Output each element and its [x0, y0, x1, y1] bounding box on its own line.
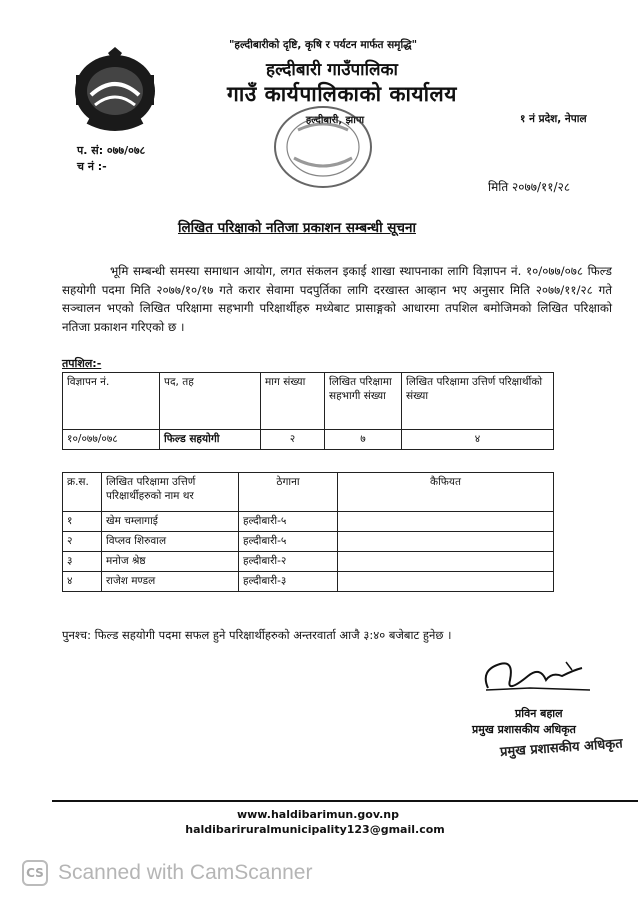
col-header: लिखित परिक्षामा सहभागी संख्या [325, 373, 402, 430]
cell [338, 532, 554, 552]
scanner-watermark [22, 860, 312, 886]
office-seal-icon [268, 100, 378, 195]
cell: फिल्ड सहयोगी [160, 430, 261, 450]
cell [338, 512, 554, 532]
table-header-row [63, 473, 554, 512]
cell: मनोज श्रेष्ठ [102, 552, 239, 572]
col-header: माग संख्या [261, 373, 325, 430]
table-row [63, 572, 554, 592]
table-row [63, 532, 554, 552]
col-header: लिखित परिक्षामा उत्तिर्ण परिक्षार्थीको संख्या [402, 373, 554, 430]
cell: २ [261, 430, 325, 450]
cell: खेम चम्लागाई [102, 512, 239, 532]
notice-subject: लिखित परिक्षाको नतिजा प्रकाशन सम्बन्धी सूचना [178, 220, 416, 236]
footer-divider [52, 800, 638, 802]
cell: २ [63, 532, 102, 552]
cell: ३ [63, 552, 102, 572]
cell: हल्दीबारी-५ [239, 512, 338, 532]
cell: विप्लव शिरुवाल [102, 532, 239, 552]
cell: राजेश मण्डल [102, 572, 239, 592]
office-address: हल्दीबारी, झापा [305, 115, 365, 126]
vacancy-table [62, 372, 554, 450]
col-header: कैफियत [338, 473, 554, 512]
camscanner-logo-icon: CS [22, 860, 48, 886]
cell: १ [63, 512, 102, 532]
government-emblem-icon [68, 45, 162, 133]
table-row [63, 512, 554, 532]
footer-email: haldibariruralmunicipality123@gmail.com [185, 823, 445, 836]
col-header: विज्ञापन नं. [63, 373, 160, 430]
signer-designation: प्रमुख प्रशासकीय अधिकृत [472, 723, 576, 736]
postscript: पुनश्च: फिल्ड सहयोगी पदमा सफल हुने परिक्षार्थीहरुको अन्तरवार्ता आजै ३:४० बजेबाट हुनेछ । [62, 628, 452, 642]
office-name: हल्दीबारी गाउँपालिका [266, 60, 398, 80]
cell: हल्दीबारी-५ [239, 532, 338, 552]
signature-icon [470, 650, 600, 698]
footer-website: www.haldibarimun.gov.np [236, 808, 399, 821]
col-header: पद, तह [160, 373, 261, 430]
cell: ७ [325, 430, 402, 450]
slogan: "हल्दीबारीको दृष्टि, कृषि र पर्यटन मार्फत समृद्धि" [228, 39, 418, 51]
table-header-row [63, 373, 554, 430]
col-header: ठेगाना [239, 473, 338, 512]
cell: हल्दीबारी-३ [239, 572, 338, 592]
office-title: गाउँ कार्यपालिकाको कार्यालय [227, 82, 457, 106]
watermark-text: Scanned with CamScanner [58, 861, 313, 884]
dispatch-number: च नं :- [77, 160, 107, 173]
letter-date: मिति २०७७/११/२८ [488, 180, 571, 194]
cell [338, 552, 554, 572]
letter-number: प. सं: ०७७/०७८ [77, 144, 146, 157]
cell: हल्दीबारी-२ [239, 552, 338, 572]
col-header: लिखित परिक्षामा उत्तिर्ण परिक्षार्थीहरुको नाम थर [102, 473, 239, 512]
designation-stamp: प्रमुख प्रशासकीय अधिकृत [499, 736, 624, 760]
signer-name: प्रविन बहाल [515, 707, 563, 720]
cell: ४ [402, 430, 554, 450]
reference-block [77, 143, 145, 175]
province: १ नं प्रदेश, नेपाल [520, 113, 587, 125]
cell [338, 572, 554, 592]
cell: १०/०७७/०७८ [63, 430, 160, 450]
result-table [62, 472, 554, 592]
cell: ४ [63, 572, 102, 592]
table-row [63, 430, 554, 450]
table-row [63, 552, 554, 572]
col-header: क्र.स. [63, 473, 102, 512]
notice-body: भूमि सम्बन्धी समस्या समाधान आयोग, लगत संकलन इकाई शाखा स्थापनाका लागि विज्ञापन नं. १०/०७७/०७८ फिल्ड सहयोगी पदमा मिति २०७७/१०/१७ गते करार सेवामा पदपुर्तिका लागि दरखास्त आव्हान भए अनुसार मिति २०७७/११/२८ गते सञ्चालन भएको लिखित परिक्षामा सहभागी परिक्षार्थीहरु मध्येबाट प्रासाङ्गको आधारमा तपशिल बमोजिमको लिखित परिक्षाको नतिजा प्रकाशन गरिएको छ । [62, 264, 612, 334]
details-label: तपशिल:- [62, 357, 102, 370]
